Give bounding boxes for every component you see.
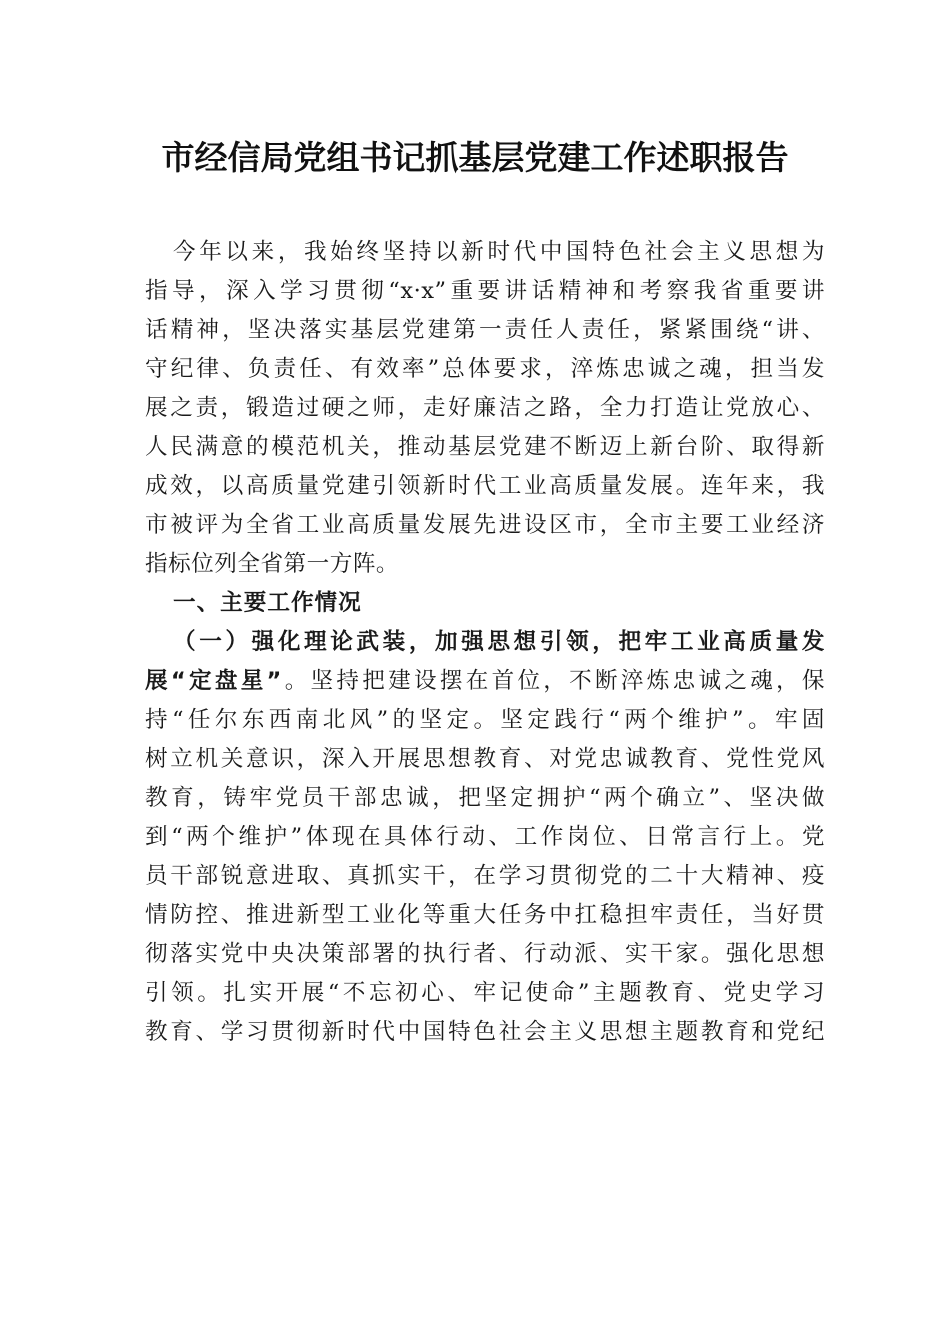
intro-paragraph-line: 展之责，锻造过硬之师，走好廉洁之路，全力打造让党放心、 xyxy=(145,395,825,421)
intro-paragraph-line: 守纪律、负责任、有效率”总体要求，淬炼忠诚之魂，担当发 xyxy=(145,356,825,382)
document-title: 市经信局党组书记抓基层党建工作述职报告 xyxy=(161,138,789,177)
subsection-body-line: 教育、学习贯彻新时代中国特色社会主义思想主题教育和党纪 xyxy=(145,1019,825,1045)
intro-paragraph-line: 成效，以高质量党建引领新时代工业高质量发展。连年来，我 xyxy=(145,473,825,499)
intro-paragraph-line: 话精神，坚决落实基层党建第一责任人责任，紧紧围绕“讲、 xyxy=(145,317,825,343)
intro-paragraph-line: 市被评为全省工业高质量发展先进设区市，全市主要工业经济 xyxy=(145,512,825,538)
subsection-body-line: 员干部锐意进取、真抓实干，在学习贯彻党的二十大精神、疫 xyxy=(145,863,825,889)
intro-paragraph-line: 今年以来，我始终坚持以新时代中国特色社会主义思想为 xyxy=(173,239,825,265)
intro-paragraph-line: 指导，深入学习贯彻“x·x”重要讲话精神和考察我省重要讲 xyxy=(145,278,825,304)
section-heading: 一、主要工作情况 xyxy=(173,590,362,616)
intro-paragraph-line: 指标位列全省第一方阵。 xyxy=(145,551,400,577)
subsection-body-line: 到“两个维护”体现在具体行动、工作岗位、日常言行上。党 xyxy=(145,824,825,850)
subsection-body-line: 树立机关意识，深入开展思想教育、对党忠诚教育、党性党风 xyxy=(145,746,825,772)
subsection-body-line: 持“任尔东西南北风”的坚定。坚定践行“两个维护”。牢固 xyxy=(145,707,825,733)
document-body xyxy=(145,233,825,1052)
subsection-body-line: 引领。扎实开展“不忘初心、牢记使命”主题教育、党史学习 xyxy=(145,980,825,1006)
subsection-body-line: 教育，铸牢党员干部忠诚，把坚定拥护“两个确立”、坚决做 xyxy=(145,785,825,811)
subsection-body-line: 彻落实党中央决策部署的执行者、行动派、实干家。强化思想 xyxy=(145,941,825,967)
subsection-body-line xyxy=(145,662,825,701)
subsection-body-line: 情防控、推进新型工业化等重大任务中扛稳担牢责任，当好贯 xyxy=(145,902,825,928)
intro-paragraph-line: 人民满意的模范机关，推动基层党建不断迈上新台阶、取得新 xyxy=(145,434,825,460)
subsection-body-text: 。坚持把建设摆在首位，不断淬炼忠诚之魂，保 xyxy=(281,668,826,694)
subsection-heading-line: （一）强化理论武装，加强思想引领，把牢工业高质量发 xyxy=(173,629,825,655)
subsection-heading-tail: 展“定盘星” xyxy=(145,668,282,694)
